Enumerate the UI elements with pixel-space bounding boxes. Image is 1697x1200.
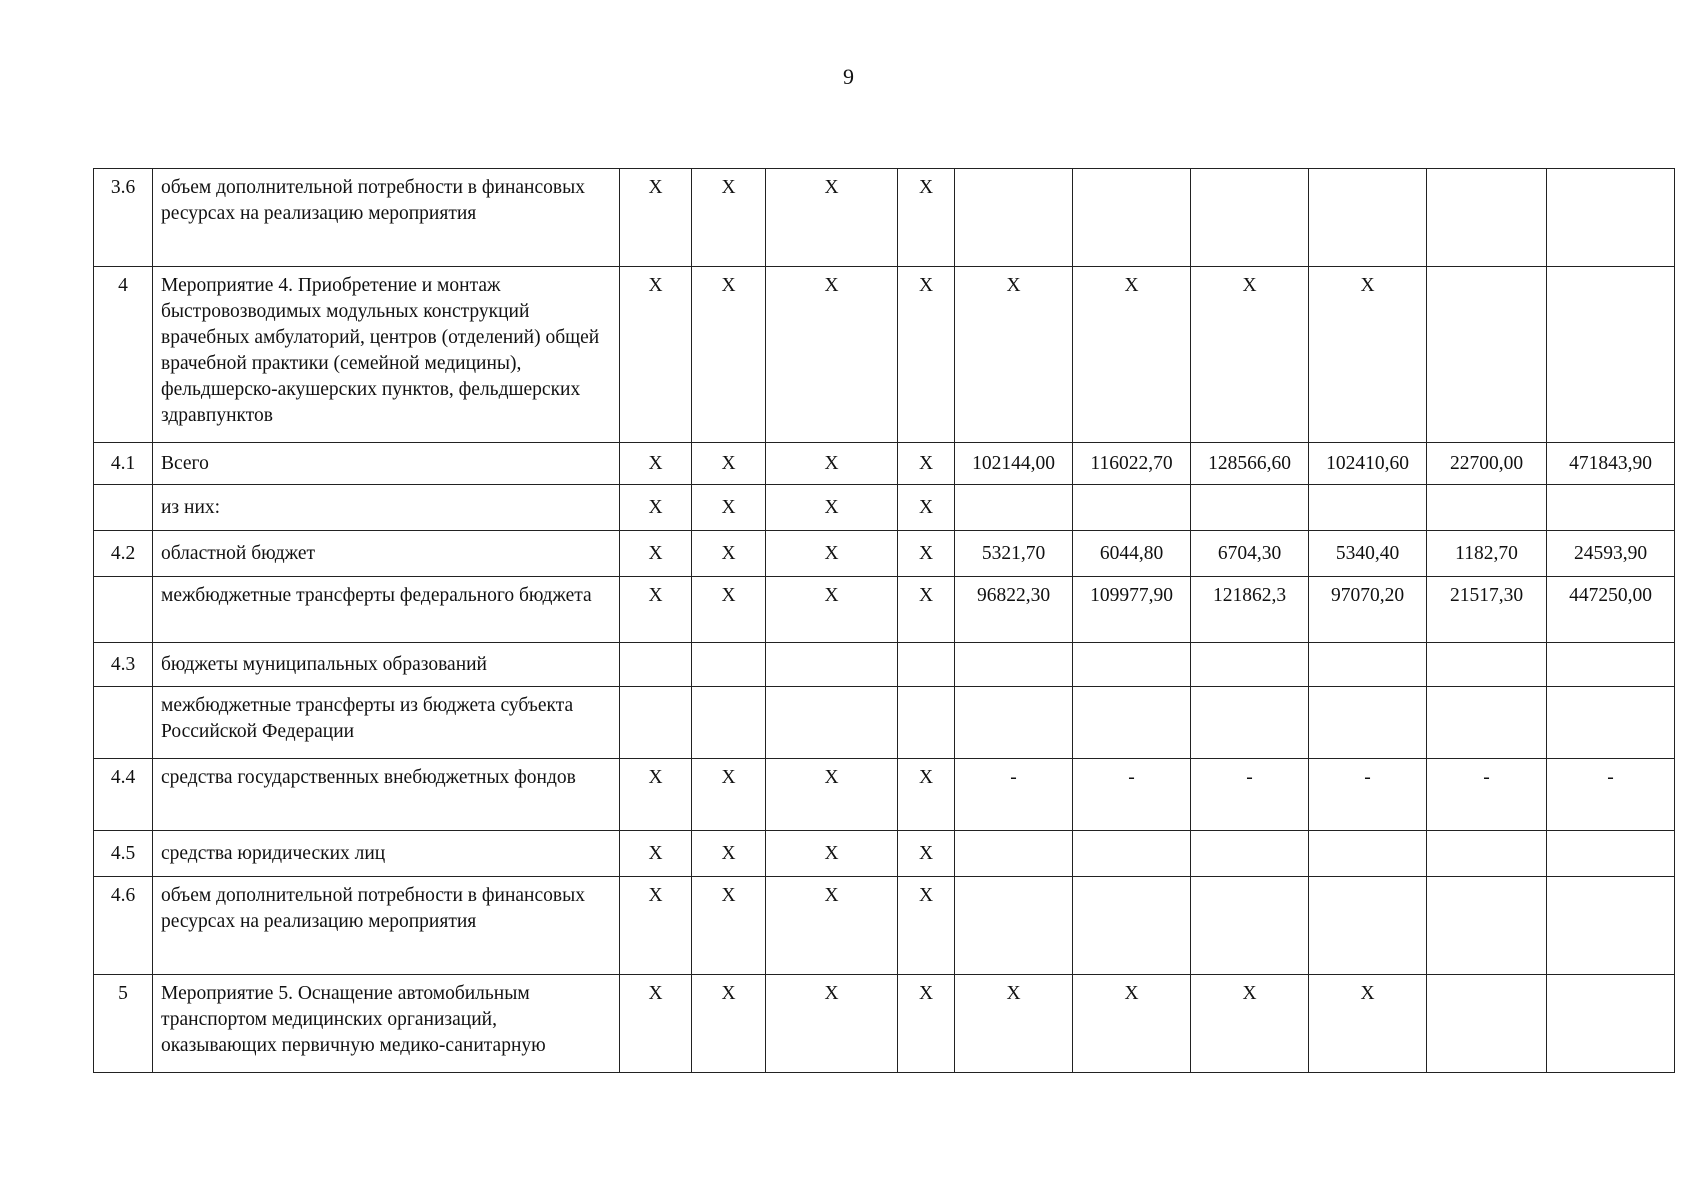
value-cell: 6704,30 bbox=[1191, 531, 1309, 577]
value-cell bbox=[1073, 643, 1191, 687]
value-cell: X bbox=[955, 267, 1073, 443]
row-number bbox=[94, 485, 153, 531]
value-cell: - bbox=[1427, 759, 1547, 831]
value-cell bbox=[1073, 877, 1191, 975]
value-cell bbox=[1191, 877, 1309, 975]
value-cell bbox=[1191, 169, 1309, 267]
row-number: 5 bbox=[94, 975, 153, 1073]
page-number: 9 bbox=[843, 64, 854, 89]
row-number bbox=[94, 687, 153, 759]
mark-cell: X bbox=[898, 485, 955, 531]
value-cell bbox=[1427, 975, 1547, 1073]
mark-cell bbox=[766, 643, 898, 687]
value-cell: X bbox=[1191, 975, 1309, 1073]
value-cell: 447250,00 bbox=[1547, 577, 1675, 643]
mark-cell: X bbox=[898, 877, 955, 975]
row-description: из них: bbox=[153, 485, 620, 531]
row-description: Всего bbox=[153, 443, 620, 485]
value-cell bbox=[1547, 485, 1675, 531]
table-row bbox=[94, 975, 1675, 1073]
value-cell bbox=[955, 169, 1073, 267]
value-cell: 24593,90 bbox=[1547, 531, 1675, 577]
value-cell bbox=[1073, 687, 1191, 759]
value-cell: 121862,3 bbox=[1191, 577, 1309, 643]
row-number: 4 bbox=[94, 267, 153, 443]
mark-cell: X bbox=[692, 443, 766, 485]
mark-cell bbox=[898, 643, 955, 687]
table-row bbox=[94, 759, 1675, 831]
value-cell: 102144,00 bbox=[955, 443, 1073, 485]
value-cell bbox=[1191, 485, 1309, 531]
mark-cell bbox=[692, 687, 766, 759]
mark-cell: X bbox=[766, 531, 898, 577]
mark-cell: X bbox=[692, 831, 766, 877]
value-cell: 5340,40 bbox=[1309, 531, 1427, 577]
table-row bbox=[94, 577, 1675, 643]
value-cell: - bbox=[1547, 759, 1675, 831]
table-row bbox=[94, 443, 1675, 485]
mark-cell: X bbox=[692, 485, 766, 531]
mark-cell: X bbox=[766, 267, 898, 443]
mark-cell: X bbox=[620, 759, 692, 831]
value-cell bbox=[1309, 485, 1427, 531]
value-cell: 1182,70 bbox=[1427, 531, 1547, 577]
value-cell bbox=[1309, 877, 1427, 975]
row-description: Мероприятие 5. Оснащение автомобильным транспортом медицинских организаций, оказывающих первичную медико-санитарную bbox=[153, 975, 620, 1073]
value-cell bbox=[955, 831, 1073, 877]
mark-cell: X bbox=[766, 485, 898, 531]
mark-cell bbox=[620, 687, 692, 759]
row-description: межбюджетные трансферты из бюджета субъекта Российской Федерации bbox=[153, 687, 620, 759]
value-cell: X bbox=[1191, 267, 1309, 443]
row-number: 4.1 bbox=[94, 443, 153, 485]
value-cell: X bbox=[955, 975, 1073, 1073]
row-description: средства юридических лиц bbox=[153, 831, 620, 877]
row-description: объем дополнительной потребности в финансовых ресурсах на реализацию мероприятия bbox=[153, 877, 620, 975]
table-row bbox=[94, 831, 1675, 877]
value-cell: - bbox=[1191, 759, 1309, 831]
value-cell bbox=[1547, 975, 1675, 1073]
mark-cell: X bbox=[620, 831, 692, 877]
value-cell bbox=[1073, 831, 1191, 877]
mark-cell: X bbox=[620, 531, 692, 577]
mark-cell: X bbox=[620, 267, 692, 443]
value-cell bbox=[955, 643, 1073, 687]
mark-cell bbox=[766, 687, 898, 759]
value-cell: X bbox=[1309, 975, 1427, 1073]
value-cell bbox=[1427, 687, 1547, 759]
value-cell: - bbox=[955, 759, 1073, 831]
value-cell bbox=[955, 877, 1073, 975]
mark-cell: X bbox=[620, 975, 692, 1073]
row-description: межбюджетные трансферты федерального бюджета bbox=[153, 577, 620, 643]
row-description: средства государственных внебюджетных фондов bbox=[153, 759, 620, 831]
value-cell bbox=[1427, 485, 1547, 531]
row-number: 4.2 bbox=[94, 531, 153, 577]
value-cell: - bbox=[1073, 759, 1191, 831]
value-cell: 5321,70 bbox=[955, 531, 1073, 577]
value-cell bbox=[1073, 169, 1191, 267]
table-row bbox=[94, 643, 1675, 687]
table-row bbox=[94, 687, 1675, 759]
mark-cell: X bbox=[692, 759, 766, 831]
row-number bbox=[94, 577, 153, 643]
mark-cell: X bbox=[898, 267, 955, 443]
row-number: 3.6 bbox=[94, 169, 153, 267]
value-cell: 22700,00 bbox=[1427, 443, 1547, 485]
value-cell: 109977,90 bbox=[1073, 577, 1191, 643]
value-cell: X bbox=[1309, 267, 1427, 443]
value-cell: 128566,60 bbox=[1191, 443, 1309, 485]
value-cell bbox=[1427, 267, 1547, 443]
value-cell bbox=[1191, 831, 1309, 877]
value-cell bbox=[1547, 877, 1675, 975]
value-cell: 97070,20 bbox=[1309, 577, 1427, 643]
value-cell bbox=[1427, 831, 1547, 877]
mark-cell: X bbox=[692, 267, 766, 443]
mark-cell bbox=[898, 687, 955, 759]
budget-table bbox=[93, 168, 1675, 1073]
row-number: 4.4 bbox=[94, 759, 153, 831]
mark-cell: X bbox=[898, 169, 955, 267]
mark-cell: X bbox=[898, 577, 955, 643]
mark-cell: X bbox=[620, 485, 692, 531]
value-cell bbox=[1309, 169, 1427, 267]
value-cell bbox=[1547, 169, 1675, 267]
value-cell bbox=[1547, 643, 1675, 687]
mark-cell: X bbox=[766, 759, 898, 831]
table-row bbox=[94, 877, 1675, 975]
value-cell: - bbox=[1309, 759, 1427, 831]
value-cell bbox=[955, 687, 1073, 759]
mark-cell: X bbox=[766, 577, 898, 643]
row-number: 4.6 bbox=[94, 877, 153, 975]
mark-cell: X bbox=[692, 531, 766, 577]
value-cell: 21517,30 bbox=[1427, 577, 1547, 643]
mark-cell: X bbox=[692, 577, 766, 643]
table-row bbox=[94, 531, 1675, 577]
value-cell bbox=[1427, 169, 1547, 267]
mark-cell: X bbox=[620, 443, 692, 485]
value-cell bbox=[1191, 687, 1309, 759]
mark-cell bbox=[620, 643, 692, 687]
value-cell: 102410,60 bbox=[1309, 443, 1427, 485]
value-cell bbox=[1309, 643, 1427, 687]
mark-cell: X bbox=[766, 443, 898, 485]
value-cell bbox=[1547, 831, 1675, 877]
table-row bbox=[94, 267, 1675, 443]
value-cell: 96822,30 bbox=[955, 577, 1073, 643]
table-row bbox=[94, 485, 1675, 531]
value-cell bbox=[1547, 687, 1675, 759]
value-cell bbox=[1309, 687, 1427, 759]
mark-cell: X bbox=[898, 531, 955, 577]
row-number: 4.3 bbox=[94, 643, 153, 687]
mark-cell: X bbox=[692, 169, 766, 267]
row-description: Мероприятие 4. Приобретение и монтаж быстровозводимых модульных конструкций врачебных амбулаторий, центров (отделений) общей врачебной практики (семейной медицины), фельдшерско-акушерских пунктов, фельдшерских здравпунктов bbox=[153, 267, 620, 443]
mark-cell: X bbox=[898, 831, 955, 877]
mark-cell bbox=[692, 643, 766, 687]
value-cell bbox=[1191, 643, 1309, 687]
mark-cell: X bbox=[898, 975, 955, 1073]
mark-cell: X bbox=[766, 975, 898, 1073]
row-description: областной бюджет bbox=[153, 531, 620, 577]
value-cell: X bbox=[1073, 975, 1191, 1073]
value-cell bbox=[1427, 877, 1547, 975]
value-cell bbox=[955, 485, 1073, 531]
mark-cell: X bbox=[692, 877, 766, 975]
value-cell: 116022,70 bbox=[1073, 443, 1191, 485]
table-row bbox=[94, 169, 1675, 267]
row-description: бюджеты муниципальных образований bbox=[153, 643, 620, 687]
value-cell bbox=[1309, 831, 1427, 877]
value-cell bbox=[1427, 643, 1547, 687]
mark-cell: X bbox=[692, 975, 766, 1073]
mark-cell: X bbox=[620, 877, 692, 975]
row-number: 4.5 bbox=[94, 831, 153, 877]
value-cell bbox=[1547, 267, 1675, 443]
row-description: объем дополнительной потребности в финансовых ресурсах на реализацию мероприятия bbox=[153, 169, 620, 267]
mark-cell: X bbox=[766, 831, 898, 877]
mark-cell: X bbox=[620, 169, 692, 267]
mark-cell: X bbox=[898, 443, 955, 485]
mark-cell: X bbox=[898, 759, 955, 831]
value-cell: 471843,90 bbox=[1547, 443, 1675, 485]
value-cell bbox=[1073, 485, 1191, 531]
mark-cell: X bbox=[620, 577, 692, 643]
value-cell: 6044,80 bbox=[1073, 531, 1191, 577]
mark-cell: X bbox=[766, 877, 898, 975]
mark-cell: X bbox=[766, 169, 898, 267]
value-cell: X bbox=[1073, 267, 1191, 443]
